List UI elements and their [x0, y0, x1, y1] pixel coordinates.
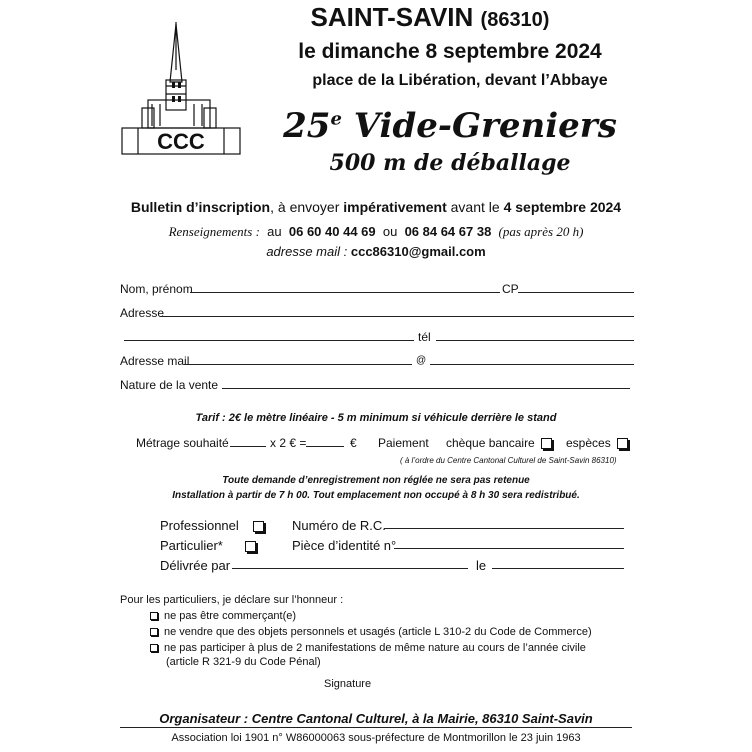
label-piece: Pièce d’identité n° [292, 538, 397, 553]
declaration-item-2[interactable]: ne vendre que des objets personnels et usagés (article L 310-2 du Code de Commerce) [150, 626, 592, 638]
label-metrage: Métrage souhaité [136, 436, 229, 450]
label-adresse: Adresse [120, 306, 165, 320]
especes-option[interactable]: espèces [566, 436, 628, 450]
field-rc[interactable] [384, 528, 624, 529]
label-delivree: Délivrée par [160, 558, 231, 573]
declaration-item-1[interactable]: ne pas être commerçant(e) [150, 610, 296, 622]
part-option[interactable]: Particulier* [160, 538, 256, 553]
field-mail-domain[interactable] [430, 364, 634, 365]
declaration-item-3[interactable]: ne pas participer à plus de 2 manifestations de même nature au cours de l’année civile [150, 642, 586, 654]
field-adresse-2[interactable] [124, 340, 414, 341]
notice-line-2: Installation à partir de 7 h 00. Tout emplacement non occupé à 8 h 30 sera redistribué. [172, 490, 580, 501]
item1-checkbox[interactable] [150, 612, 158, 620]
signature-label: Signature [324, 678, 372, 690]
label-cp: CP [502, 282, 519, 296]
label-adresse-mail: Adresse mail [120, 354, 190, 368]
cheque-checkbox[interactable] [541, 438, 552, 449]
town-name: SAINT-SAVIN [310, 2, 474, 32]
especes-checkbox[interactable] [617, 438, 628, 449]
event-title: 25e Vide-Greniers [283, 106, 617, 146]
field-total[interactable] [306, 446, 344, 447]
association: Association loi 1901 n° W86000063 sous-préfecture de Montmorillon le 23 juin 1963 [171, 732, 581, 744]
tarif-text: Tarif : 2€ le mètre linéaire - 5 m minimum si véhicule derrière le stand [195, 412, 557, 424]
bulletin-line: Bulletin d’inscription, à envoyer impérativement avant le 4 septembre 2024 [130, 199, 622, 215]
declaration-intro: Pour les particuliers, je déclare sur l’honneur : [120, 594, 344, 606]
declaration-item-3b: (article R 321-9 du Code Pénal) [166, 656, 321, 668]
phone-2: 06 84 64 67 38 [404, 224, 492, 239]
ordre-note: ( à l’ordre du Centre Cantonal Culturel de Saint-Savin 86310) [400, 456, 617, 465]
field-metrage[interactable] [230, 446, 266, 447]
cheque-option[interactable]: chèque bancaire [446, 436, 552, 450]
event-place: place de la Libération, devant l’Abbaye [312, 72, 608, 89]
field-delivree[interactable] [232, 568, 468, 569]
phone-1: 06 60 40 44 69 [288, 224, 376, 239]
field-le[interactable] [492, 568, 624, 569]
pro-checkbox[interactable] [253, 521, 264, 532]
at-sign: @ [416, 355, 427, 366]
mail-line: adresse mail : ccc86310@gmail.com [266, 244, 486, 259]
part-checkbox[interactable] [245, 541, 256, 552]
label-nature: Nature de la vente [120, 378, 219, 392]
field-adresse[interactable] [160, 316, 634, 317]
field-cp[interactable] [518, 292, 634, 293]
label-x2: x 2 € = [270, 436, 307, 450]
contact-email: ccc86310@gmail.com [350, 244, 486, 259]
pro-option[interactable]: Professionnel [160, 518, 264, 533]
item2-checkbox[interactable] [150, 628, 158, 636]
info-line: Renseignements : au 06 60 40 44 69 ou 06 84 64 67 38 (pas après 20 h) [168, 224, 584, 239]
field-mail-user[interactable] [184, 364, 412, 365]
item3-checkbox[interactable] [150, 644, 158, 652]
event-date: le dimanche 8 septembre 2024 [298, 40, 602, 63]
field-nom[interactable] [190, 292, 500, 293]
town-title [230, 2, 630, 33]
label-tel: tél [418, 330, 431, 344]
field-tel[interactable] [436, 340, 634, 341]
label-nom: Nom, prénom [120, 282, 193, 296]
footer-rule [120, 727, 632, 728]
abbey-logo [118, 20, 246, 158]
event-length: 500 m de déballage [329, 150, 571, 176]
notice-line-1: Toute demande d’enregistrement non réglée ne sera pas retenue [222, 475, 530, 486]
label-le: le [476, 558, 487, 573]
organisateur: Organisateur : Centre Cantonal Culturel, à la Mairie, 86310 Saint-Savin [159, 711, 593, 726]
field-nature[interactable] [222, 388, 630, 389]
label-rc: Numéro de R.C. [292, 518, 386, 533]
logo-text: CCC [157, 129, 205, 154]
label-paiement: Paiement [378, 436, 429, 450]
label-euro: € [350, 436, 357, 450]
town-postcode: (86310) [480, 9, 550, 31]
field-piece[interactable] [394, 548, 624, 549]
